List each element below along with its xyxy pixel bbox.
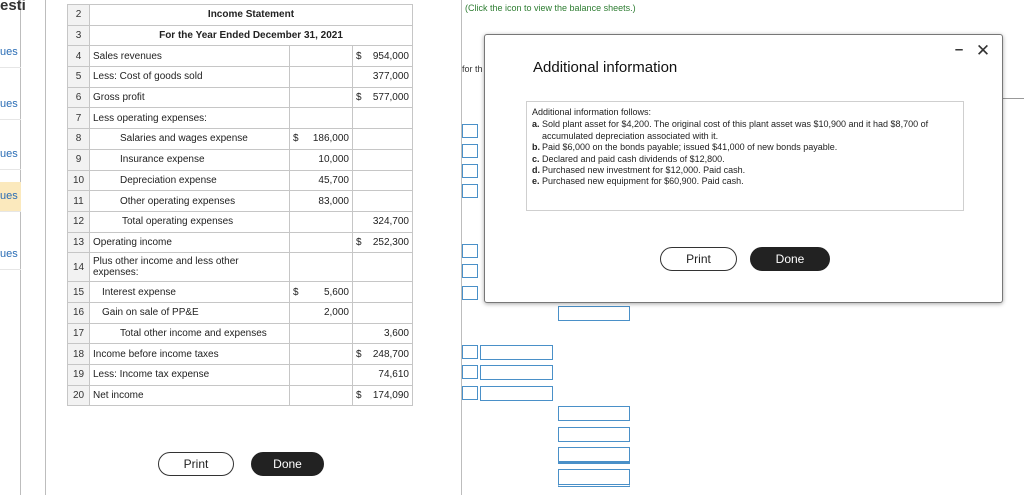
dollar-sign: $	[356, 390, 362, 402]
answer-input-field[interactable]	[558, 406, 630, 421]
income-statement-row	[68, 170, 413, 191]
row-label: Depreciation expense	[90, 170, 290, 191]
answer-input-field[interactable]	[558, 427, 630, 442]
row-label: Plus other income and less other expenses:	[90, 253, 290, 282]
row-label: Net income	[90, 385, 290, 406]
amount-value: 10,000	[318, 154, 349, 166]
answer-input-box[interactable]	[462, 264, 478, 278]
dollar-sign: $	[356, 348, 362, 360]
print-button[interactable]: Print	[158, 452, 234, 476]
row-label: Total operating expenses	[90, 211, 290, 232]
amount-cell-inner	[290, 385, 353, 406]
amount-value: 577,000	[372, 92, 409, 104]
answer-input-box[interactable]	[462, 184, 478, 198]
row-label: Insurance expense	[90, 149, 290, 170]
info-item-letter: a.	[532, 119, 540, 130]
info-item	[532, 165, 958, 176]
info-item	[532, 142, 958, 153]
amount-value: 954,000	[372, 50, 409, 62]
row-number: 16	[68, 302, 90, 323]
row-number: 5	[68, 67, 90, 88]
amount-value: 186,000	[312, 133, 349, 145]
amount-cell-inner	[290, 253, 353, 282]
amount-cell-inner	[290, 211, 353, 232]
info-item-letter: d.	[532, 165, 540, 176]
info-item	[532, 119, 958, 142]
sidebar-question-item[interactable]: ues	[0, 90, 21, 120]
row-number: 12	[68, 211, 90, 232]
income-statement-table	[67, 4, 413, 406]
amount-cell-outer	[353, 67, 413, 88]
row-number: 7	[68, 108, 90, 129]
amount-cell-outer	[353, 232, 413, 253]
amount-cell-inner	[290, 365, 353, 386]
amount-cell-outer	[353, 253, 413, 282]
sidebar-title-fragment: esti	[0, 0, 26, 14]
amount-cell-outer	[353, 365, 413, 386]
dollar-sign: $	[293, 133, 299, 145]
amount-cell-inner	[290, 302, 353, 323]
answer-input-field[interactable]	[480, 365, 553, 380]
income-statement-row	[68, 232, 413, 253]
income-statement-row	[68, 323, 413, 344]
sidebar-question-item[interactable]: ues	[0, 240, 21, 270]
sidebar-question-item[interactable]: ues	[0, 38, 21, 68]
row-label: Interest expense	[90, 282, 290, 303]
amount-cell-inner	[290, 282, 353, 303]
answer-input-field[interactable]	[480, 345, 553, 360]
amount-value: 324,700	[372, 216, 409, 228]
income-statement-window	[45, 0, 462, 495]
amount-cell-inner	[290, 87, 353, 108]
sidebar-question-item-active[interactable]: ues	[0, 182, 21, 212]
row-number: 2	[68, 5, 90, 26]
income-statement-row	[68, 129, 413, 150]
close-icon[interactable]: ✕	[975, 41, 991, 60]
amount-value: 74,610	[378, 369, 409, 381]
dollar-sign: $	[356, 236, 362, 248]
row-number: 17	[68, 323, 90, 344]
row-number: 3	[68, 25, 90, 46]
amount-cell-outer	[353, 46, 413, 67]
income-statement-row	[68, 25, 413, 46]
row-label: Income before income taxes	[90, 344, 290, 365]
income-statement-row	[68, 302, 413, 323]
row-number: 6	[68, 87, 90, 108]
amount-cell-inner	[290, 170, 353, 191]
balance-sheet-link[interactable]: (Click the icon to view the balance sheets.)	[465, 3, 636, 13]
amount-cell-inner	[290, 67, 353, 88]
row-label: Operating income	[90, 232, 290, 253]
answer-input-box[interactable]	[462, 386, 478, 400]
income-statement-row	[68, 191, 413, 212]
amount-cell-outer	[353, 170, 413, 191]
amount-cell-outer	[353, 323, 413, 344]
answer-input-field[interactable]	[480, 386, 553, 401]
answer-input-box[interactable]	[462, 345, 478, 359]
info-item	[532, 176, 958, 187]
amount-cell-outer	[353, 149, 413, 170]
row-label: Total other income and expenses	[90, 323, 290, 344]
info-item-letter: c.	[532, 153, 540, 164]
answer-input-box[interactable]	[462, 286, 478, 300]
info-item-letter: e.	[532, 176, 540, 187]
amount-value: 83,000	[318, 195, 349, 207]
additional-information-box	[526, 101, 964, 211]
amount-cell-outer	[353, 282, 413, 303]
info-item-text: Sold plant asset for $4,200. The original cost of this plant asset was $10,900 and it had $8,700 of accumulated depreciation associated with it.	[542, 119, 929, 141]
answer-input-field[interactable]	[558, 306, 630, 321]
amount-cell-outer	[353, 211, 413, 232]
row-label: Less: Cost of goods sold	[90, 67, 290, 88]
minimize-icon[interactable]: –	[954, 41, 964, 58]
dialog-title: Additional information	[533, 59, 678, 76]
amount-cell-outer	[353, 87, 413, 108]
row-label: Other operating expenses	[90, 191, 290, 212]
row-number: 20	[68, 385, 90, 406]
income-statement-row	[68, 385, 413, 406]
done-button[interactable]: Done	[251, 452, 324, 476]
income-statement-row	[68, 282, 413, 303]
row-number: 18	[68, 344, 90, 365]
row-number: 14	[68, 253, 90, 282]
info-item	[532, 154, 958, 165]
answer-input-box[interactable]	[462, 124, 478, 138]
amount-value: 3,600	[383, 327, 409, 339]
row-number: 13	[68, 232, 90, 253]
answer-input-box[interactable]	[462, 244, 478, 258]
row-number: 8	[68, 129, 90, 150]
row-number: 19	[68, 365, 90, 386]
answer-input-box[interactable]	[462, 164, 478, 178]
row-label: Less: Income tax expense	[90, 365, 290, 386]
amount-cell-outer	[353, 344, 413, 365]
amount-cell-inner	[290, 191, 353, 212]
info-item-text: Purchased new investment for $12,000. Paid cash.	[542, 165, 746, 176]
row-number: 4	[68, 46, 90, 67]
income-statement-row	[68, 211, 413, 232]
amount-cell-outer	[353, 108, 413, 129]
answer-input-box[interactable]	[462, 365, 478, 379]
dollar-sign: $	[356, 50, 362, 62]
row-label: Salaries and wages expense	[90, 129, 290, 150]
dialog-print-button[interactable]: Print	[660, 247, 737, 271]
row-number: 10	[68, 170, 90, 191]
answer-input-box[interactable]	[462, 144, 478, 158]
row-label: Sales revenues	[90, 46, 290, 67]
amount-cell-outer	[353, 191, 413, 212]
partial-label: for th	[462, 64, 483, 74]
amount-value: 377,000	[372, 71, 409, 83]
income-statement-row	[68, 67, 413, 88]
row-label: Income Statement	[90, 5, 413, 26]
amount-cell-inner	[290, 323, 353, 344]
income-statement-row	[68, 344, 413, 365]
income-statement-row	[68, 365, 413, 386]
info-item-text: Declared and paid cash dividends of $12,800.	[542, 153, 725, 164]
row-label: Gross profit	[90, 87, 290, 108]
amount-cell-outer	[353, 129, 413, 150]
amount-value: 2,000	[323, 307, 349, 319]
amount-value: 45,700	[318, 174, 349, 186]
row-number: 9	[68, 149, 90, 170]
dollar-sign: $	[356, 92, 362, 104]
row-label: For the Year Ended December 31, 2021	[90, 25, 413, 46]
amount-cell-outer	[353, 302, 413, 323]
row-label: Less operating expenses:	[90, 108, 290, 129]
row-number: 15	[68, 282, 90, 303]
divider-line	[1002, 98, 1024, 99]
info-intro: Additional information follows:	[532, 107, 652, 117]
income-statement-row	[68, 149, 413, 170]
dollar-sign: $	[293, 286, 299, 298]
income-statement-row	[68, 5, 413, 26]
amount-value: 174,090	[372, 390, 409, 402]
sidebar-question-item[interactable]: ues	[0, 140, 21, 170]
answer-total-field[interactable]	[558, 469, 630, 487]
amount-cell-inner	[290, 344, 353, 365]
amount-cell-outer	[353, 385, 413, 406]
amount-value: 248,700	[372, 348, 409, 360]
row-label: Gain on sale of PP&E	[90, 302, 290, 323]
info-item-text: Purchased new equipment for $60,900. Paid cash.	[542, 176, 744, 187]
info-item-letter: b.	[532, 142, 540, 153]
income-statement-row	[68, 108, 413, 129]
amount-value: 5,600	[323, 286, 349, 298]
question-sidebar	[0, 0, 26, 495]
amount-value: 252,300	[372, 236, 409, 248]
income-statement-row	[68, 253, 413, 282]
income-statement-row	[68, 87, 413, 108]
answer-input-field[interactable]	[558, 447, 630, 464]
info-item-text: Paid $6,000 on the bonds payable; issued $41,000 of new bonds payable.	[542, 142, 838, 153]
amount-cell-inner	[290, 108, 353, 129]
dialog-done-button[interactable]: Done	[750, 247, 830, 271]
row-number: 11	[68, 191, 90, 212]
amount-cell-inner	[290, 232, 353, 253]
amount-cell-inner	[290, 46, 353, 67]
income-statement-row	[68, 46, 413, 67]
amount-cell-inner	[290, 149, 353, 170]
additional-information-dialog	[484, 34, 1003, 303]
amount-cell-inner	[290, 129, 353, 150]
